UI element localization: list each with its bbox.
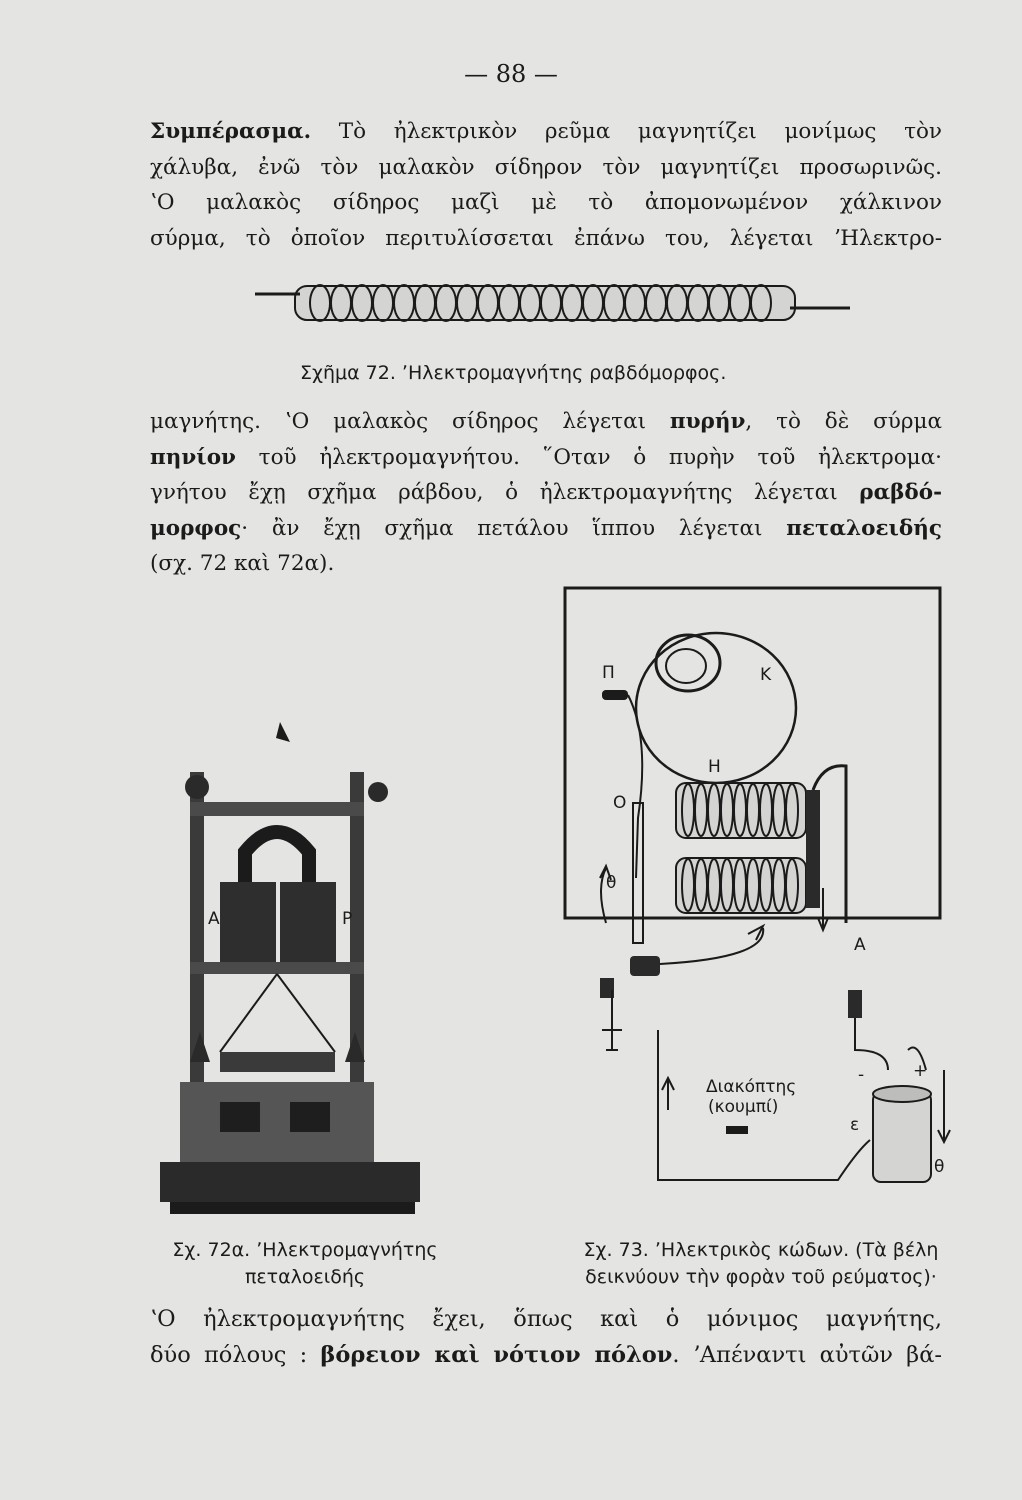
- label-epsilon: ε: [850, 1115, 860, 1135]
- caption-line: πεταλοειδής: [244, 1266, 366, 1288]
- paragraph-line: [150, 440, 942, 476]
- figure-72a-caption: [140, 1237, 470, 1291]
- term-core: πυρήν: [669, 409, 746, 434]
- label-switch-button: (κουμπί): [708, 1097, 779, 1117]
- horseshoe-electromagnet-figure: [150, 712, 440, 1232]
- line-text: . ʼΑπέναντι αὐτῶν βά-: [672, 1341, 942, 1368]
- paragraph-line: [150, 475, 942, 511]
- line-text: · ἂν ἔχῃ σχῆμα πετάλου ἵππου λέγεται: [241, 515, 787, 541]
- label-switch: Διακόπτης: [706, 1077, 797, 1097]
- label-r: Ρ: [342, 909, 353, 929]
- label-pi: Π: [602, 663, 615, 683]
- label-omicron: Ο: [613, 793, 627, 813]
- paragraph-line: σύρμα, τὸ ὁποῖον περιτυλίσσεται ἐπάνω του, λέγεται ʼΗλεκτρο-: [150, 225, 942, 251]
- page-number: — 88 —: [464, 60, 558, 88]
- label-theta-left: θ: [606, 873, 617, 893]
- caption-line: Σχ. 73. ʼΗλεκτρικὸς κώδων. (Τὰ βέλη: [583, 1239, 939, 1261]
- rod-electromagnet-figure: [250, 266, 850, 350]
- label-a: Α: [208, 909, 220, 929]
- paragraph-line: [150, 1338, 942, 1374]
- paragraph-line: χάλυβα, ἐνῶ τὸν μαλακὸν σίδηρον τὸν μαγνητίζει προσωρινῶς.: [150, 154, 942, 180]
- label-kappa: Κ: [760, 665, 772, 685]
- caption-line: δεικνύουν τὴν φορὰν τοῦ ρεύματος)·: [585, 1266, 937, 1288]
- paragraph-conclusion: [150, 114, 942, 256]
- line-text: Τὸ ἠλεκτρικὸν ρεῦμα μαγνητίζει μονίμως τὸν: [338, 119, 942, 144]
- line-text: , τὸ δὲ σύρμα: [745, 409, 942, 434]
- label-eta: Η: [708, 757, 721, 777]
- line-text: δύο πόλους :: [150, 1341, 321, 1368]
- label-theta-right: θ: [934, 1157, 945, 1177]
- paragraph-poles: [150, 1302, 942, 1373]
- caption-line: Σχ. 72α. ʼΗλεκτρομαγνήτης: [172, 1239, 438, 1261]
- term-poles: βόρειον καὶ νότιον πόλον: [320, 1341, 673, 1368]
- paragraph-line: ʽΟ μαλακὸς σίδηρος μαζὶ μὲ τὸ ἀπομονωμένον χάλκινον: [150, 190, 942, 215]
- paragraph-definitions: [150, 404, 942, 582]
- paragraph-line: [150, 404, 942, 440]
- line-text: τοῦ ἠλεκτρομαγνήτου. ῞Οταν ὁ πυρὴν τοῦ ἠλεκτρομα·: [235, 444, 942, 470]
- term-rod-shaped-end: μορφος: [150, 515, 242, 541]
- term-rod-shaped: ραβδό-: [859, 480, 942, 505]
- label-minus: -: [858, 1065, 865, 1085]
- paragraph-line: (σχ. 72 καὶ 72α).: [150, 551, 335, 576]
- paragraph-line: [150, 114, 942, 150]
- term-coil: πηνίον: [150, 444, 236, 470]
- term-horseshoe: πεταλοειδής: [786, 515, 942, 541]
- paragraph-line: ʽΟ ἠλεκτρομαγνήτης ἔχει, ὅπως καὶ ὁ μόνιμος μαγνήτης,: [150, 1306, 942, 1332]
- line-text: γνήτου ἔχῃ σχῆμα ράβδου, ὁ ἠλεκτρομαγνήτης λέγεται: [150, 480, 860, 505]
- figure-72-caption: Σχῆμα 72. ʼΗλεκτρομαγνήτης ραβδόμορφος.: [300, 362, 727, 384]
- paragraph-line: [150, 511, 942, 547]
- electric-bell-figure: [558, 578, 978, 998]
- lead-word: Συμπέρασμα.: [150, 119, 312, 144]
- figure-73-caption: [540, 1237, 982, 1291]
- bell-circuit-lower: [558, 990, 978, 1200]
- line-text: μαγνήτης. ʽΟ μαλακὸς σίδηρος λέγεται: [150, 409, 670, 434]
- label-alpha: Α: [854, 935, 866, 955]
- label-plus: +: [913, 1061, 928, 1081]
